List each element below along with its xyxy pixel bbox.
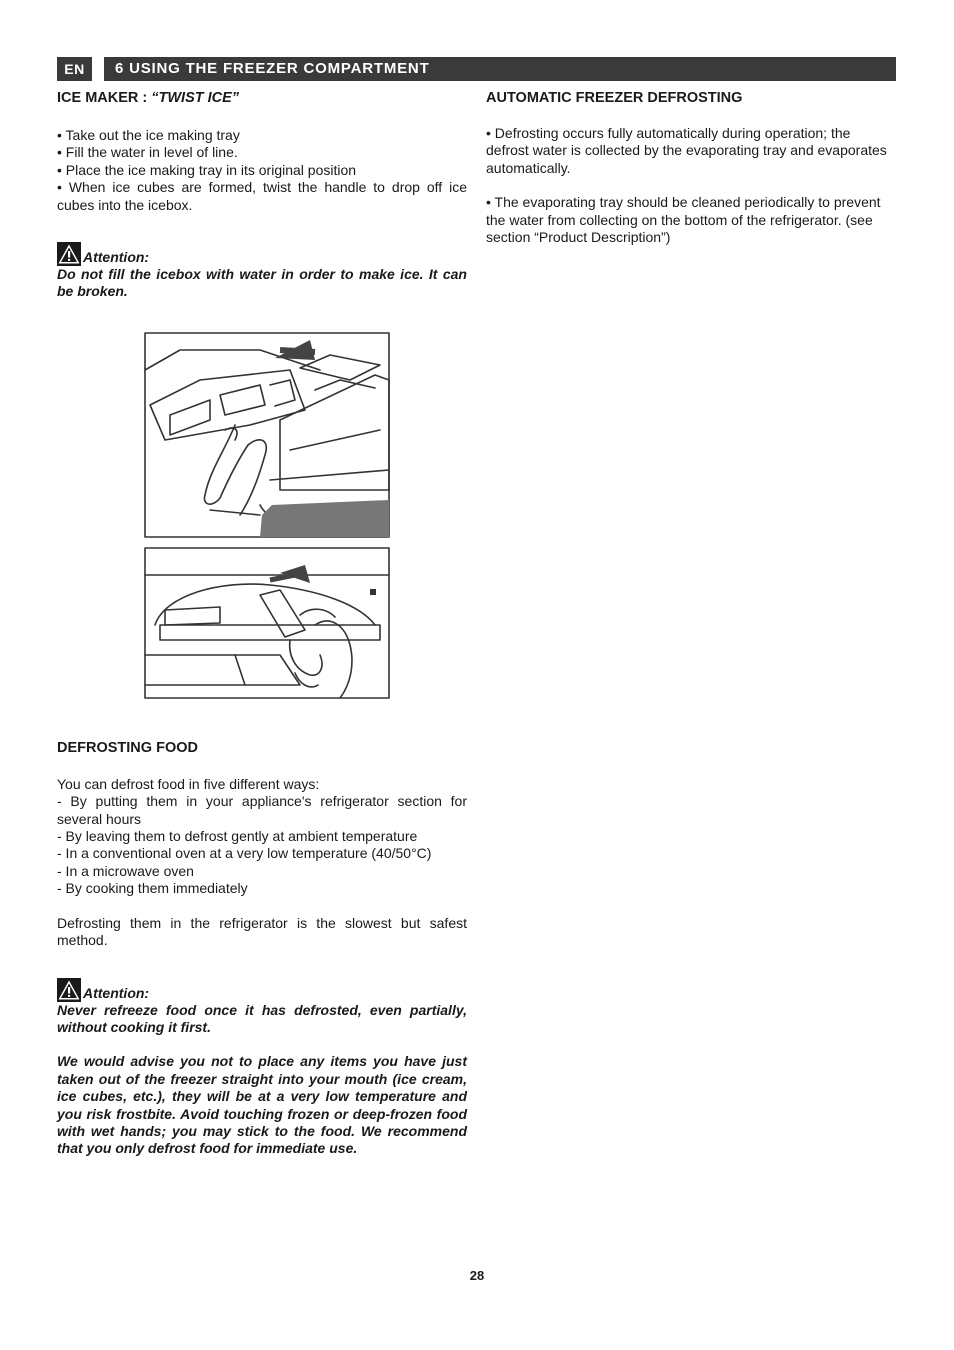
list-item: • Place the ice making tray in its original position [57,161,357,178]
ice-maker-heading [57,88,467,108]
list-item: - By leaving them to defrost gently at ambient temperature [57,828,418,845]
list-item: • Fill the water in level of line. [57,144,238,161]
ice-tray-removal-illustration [140,330,394,540]
attention-text-frostbite: We would advise you not to place any items you have just taken out of the freezer straight into your mouth (ice cream, ice cubes, etc.), they will be at a very low temperature and you risk frostbite. Avoid touching frozen or deep-frozen food with wet hands; you may stick to the food. We recommend that you only defrost food for immediate use. [57,1053,467,1157]
list-item: - By cooking them immediately [57,880,248,897]
list-item: - In a microwave oven [57,862,194,879]
list-item: - In a conventional oven at a very low temperature (40/50°C) [57,845,432,862]
right-column [486,88,896,246]
warning-triangle-icon [57,978,81,1002]
auto-defrost-heading: AUTOMATIC FREEZER DEFROSTING [486,90,743,106]
ice-twist-illustration [140,545,394,703]
defrosting-ways [57,793,467,897]
ice-maker-attention [57,240,467,301]
attention-text: Do not fill the icebox with water in order to make ice. It can be broken. [57,266,467,300]
defrosting-note: Defrosting them in the refrigerator is the slowest but safest method. [57,914,467,949]
attention-text-refreeze: Never refreeze food once it has defrosted, even partially, without cooking it first. [57,1001,467,1035]
warning-triangle-icon [57,242,81,266]
auto-defrost-para-2: • The evaporating tray should be cleaned periodically to prevent the water from collecting on the bottom of the refrigerator. (see section “Product Description”) [486,194,881,246]
language-badge: EN [57,57,92,81]
ice-maker-heading-em: “TWIST ICE” [151,90,240,106]
list-item: • Take out the ice making tray [57,127,240,143]
list-item: • When ice cubes are formed, twist the handle to drop off ice cubes into the icebox. [57,179,467,213]
defrosting-intro: You can defrost food in five different ways: [57,775,320,792]
ice-maker-heading-prefix: ICE MAKER : [57,90,152,106]
attention-label: Attention: [83,984,150,1001]
list-item: - By putting them in your appliance's refrigerator section for several hours [57,793,467,827]
section-title: 6 USING THE FREEZER COMPARTMENT [104,57,896,81]
ice-maker-steps [57,127,467,214]
defrosting-food-heading: DEFROSTING FOOD [57,739,198,756]
auto-defrost-para-1: • Defrosting occurs fully automatically during operation; the defrost water is collected by the evaporating tray and evaporates automatically. [486,125,887,176]
defrosting-attention [57,976,467,1158]
page-number: 28 [469,1268,485,1283]
attention-label: Attention: [83,249,150,266]
